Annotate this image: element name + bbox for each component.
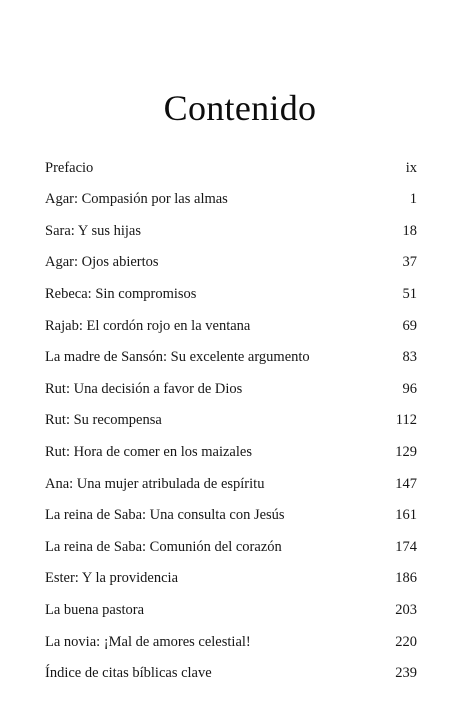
toc-entry — [45, 344, 417, 372]
toc-entry-title: Rebeca: Sin compromisos — [45, 285, 197, 302]
page-title: Contenido — [163, 88, 317, 128]
toc-entry — [45, 375, 417, 403]
toc-entry — [45, 407, 417, 435]
toc-entry-page-number: 129 — [395, 443, 417, 460]
toc-entry — [45, 312, 417, 340]
toc-entry — [45, 280, 417, 308]
toc-entry-page-number: ix — [405, 159, 417, 176]
toc-entry-page-number: 51 — [402, 285, 417, 302]
toc-entry-page-number: 69 — [402, 317, 417, 334]
toc-entry-title: La buena pastora — [45, 601, 145, 618]
toc-entry-title: La reina de Saba: Comunión del corazón — [45, 538, 282, 555]
toc-entry-page-number: 186 — [395, 570, 417, 587]
toc-entry-title: La reina de Saba: Una consulta con Jesús — [45, 507, 285, 524]
toc-entry-page-number: 37 — [402, 254, 417, 271]
toc-entry-title: Rut: Hora de comer en los maizales — [45, 443, 252, 460]
toc-entry-page-number: 18 — [402, 222, 417, 239]
toc-entry — [45, 533, 417, 561]
toc-entry-title: Sara: Y sus hijas — [45, 222, 141, 239]
table-of-contents — [45, 154, 417, 694]
toc-entry-title: Rut: Su recompensa — [45, 412, 162, 429]
toc-entry-title: Rajab: El cordón rojo en la ventana — [45, 317, 251, 334]
toc-entry-title: Agar: Ojos abiertos — [45, 254, 159, 271]
toc-entry — [45, 565, 417, 593]
toc-entry-page-number: 147 — [395, 475, 417, 492]
toc-entry-title: Ana: Una mujer atribulada de espíritu — [45, 475, 265, 492]
toc-entry — [45, 217, 417, 245]
toc-entry — [45, 154, 417, 182]
toc-entry-page-number: 203 — [395, 601, 417, 618]
toc-entry — [45, 186, 417, 214]
toc-entry-page-number: 220 — [395, 633, 417, 650]
toc-entry-title: Índice de citas bíblicas clave — [45, 665, 212, 682]
toc-entry — [45, 660, 417, 688]
toc-entry-title: Rut: Una decisión a favor de Dios — [45, 380, 243, 397]
toc-entry-page-number: 161 — [395, 507, 417, 524]
toc-entry-page-number: 174 — [395, 538, 417, 555]
toc-entry — [45, 596, 417, 624]
toc-entry-title: La madre de Sansón: Su excelente argumento — [45, 349, 310, 366]
toc-entry-page-number: 96 — [402, 380, 417, 397]
toc-entry-page-number: 112 — [395, 412, 417, 429]
toc-entry-title: La novia: ¡Mal de amores celestial! — [45, 633, 251, 650]
toc-entry — [45, 628, 417, 656]
toc-entry-page-number: 83 — [402, 349, 417, 366]
toc-entry — [45, 438, 417, 466]
toc-entry-page-number: 1 — [409, 191, 417, 208]
toc-entry-title: Agar: Compasión por las almas — [45, 191, 228, 208]
toc-entry-title: Ester: Y la providencia — [45, 570, 178, 587]
toc-entry-page-number: 239 — [395, 665, 417, 682]
toc-entry-title: Prefacio — [45, 159, 94, 176]
toc-entry — [45, 470, 417, 498]
toc-entry — [45, 249, 417, 277]
toc-entry — [45, 502, 417, 530]
